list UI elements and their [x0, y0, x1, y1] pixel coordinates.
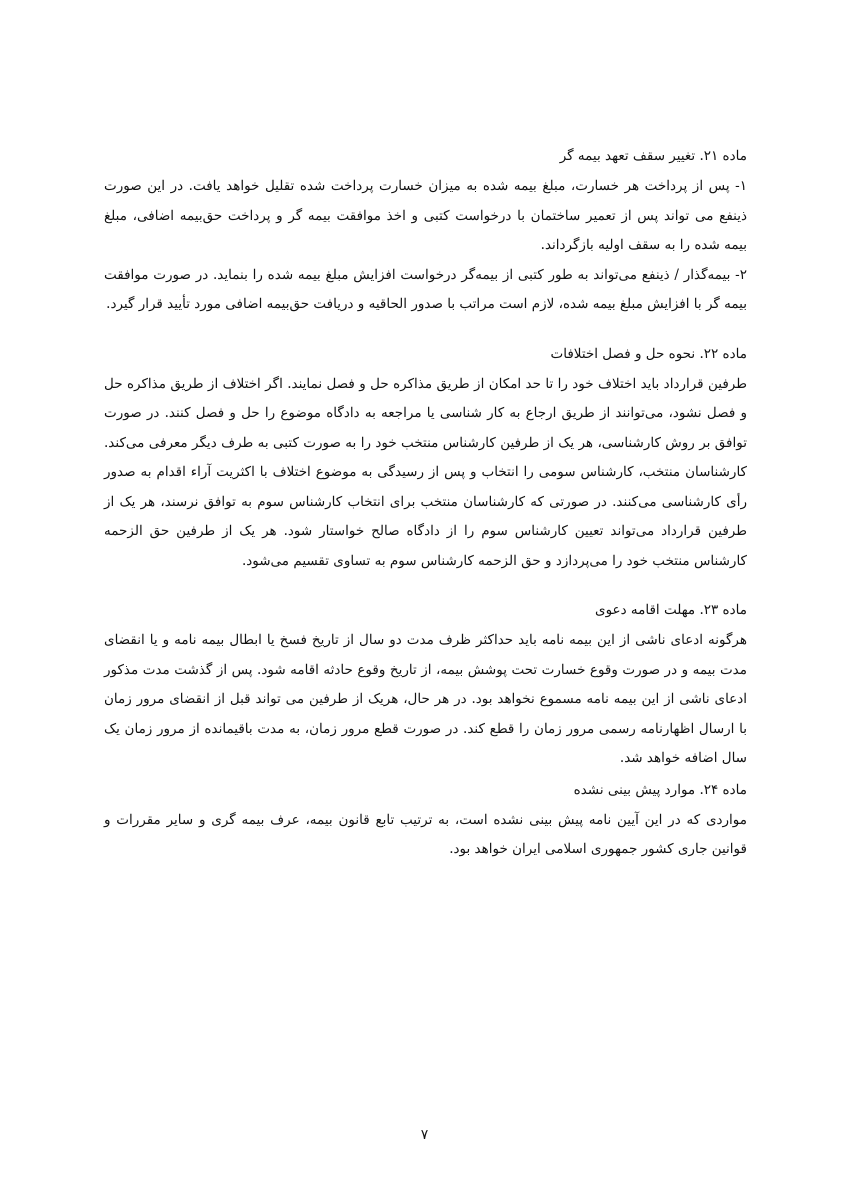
article-22-heading: ماده ۲۲. نحوه حل و فصل اختلافات — [550, 345, 747, 362]
article-23-heading: ماده ۲۳. مهلت اقامه دعوی — [595, 602, 747, 618]
article-21-clause-2: ۲- بیمه‌گذار / ذینفع می‌تواند به طور کتبی از بیمه‌گر درخواست افزایش مبلغ بیمه شده را بنماید. در صورت موافقت بیمه گر با افزایش مبلغ بیمه شده، لازم است مراتب با صدور الحاقیه و دریافت حق‌بیمه اضافی مورد تأیید قرار گیرد. — [104, 266, 747, 312]
article-21 — [104, 140, 747, 320]
article-23-paragraph: هرگونه ادعای ناشی از این بیمه نامه باید حداکثر ظرف مدت دو سال از تاریخ فسخ یا ابطال بیمه نامه و یا انقضای مدت بیمه و در صورت وقوع خسارت تحت پوشش بیمه، از تاریخ وقوع حادثه اقامه شود. پس از گذشت مدت مذکور ادعای ناشی از این بیمه نامه مسموع نخواهد بود. در هر حال، هریک از طرفین می تواند قبل از انقضای مرور زمان با ارسال اظهارنامه رسمی مرور زمان را قطع کند. در صورت قطع مرور زمان، به مدت باقیمانده از مرور زمان یک سال اضافه خواهد شد. — [104, 632, 747, 766]
article-24 — [104, 774, 747, 865]
article-22-paragraph: طرفین قرارداد باید اختلاف خود را تا حد امکان از طریق مذاکره حل و فصل نمایند. اگر اختلاف از طریق مذاکره حل و فصل نشود، می‌توانند از طریق ارجاع به کار شناسی یا مراجعه به دادگاه موضوع را حل و فصل کنند. در صورت توافق بر روش کارشناسی، هر یک از طرفین کارشناس منتخب خود را به صورت کتبی به طرف دیگر معرفی می‌کند. کارشناسان منتخب، کارشناس سومی را انتخاب و پس از رسیدگی به موضوع اختلاف با اکثریت آراء اقدام به صدور رأی کارشناسی می‌کنند. در صورتی که کارشناسان منتخب برای انتخاب کارشناس سوم به توافق نرسند، هر یک از طرفین قرارداد می‌تواند تعیین کارشناس سوم را از دادگاه صالح خواستار شود. هر یک از طرفین حق الزحمه کارشناس منتخب خود را می‌پردازد و حق الزحمه کارشناس سوم به تساوی تقسیم می‌شود. — [104, 375, 747, 569]
document-body — [104, 140, 747, 883]
article-21-heading: ماده ۲۱. تغییر سقف تعهد بیمه گر — [559, 148, 747, 164]
article-24-paragraph: مواردی که در این آیین نامه پیش بینی نشده است، به ترتیب تابع قانون بیمه، عرف بیمه گری و سایر مقررات و قوانین جاری کشور جمهوری اسلامی ایران خواهد بود. — [104, 811, 747, 857]
article-21-clause-1: ۱- پس از پرداخت هر خسارت، مبلغ بیمه شده به میزان خسارت پرداخت شده تقلیل خواهد یافت. در این صورت ذینفع می تواند پس از تعمیر ساختمان با درخواست کتبی و اخذ موافقت بیمه گر و پرداخت حق‌بیمه اضافی، مبلغ بیمه شده را به سقف اولیه بازگرداند. — [104, 178, 747, 253]
page-number: ۷ — [420, 1127, 429, 1143]
article-23 — [104, 594, 747, 774]
article-24-heading: ماده ۲۴. موارد پیش بینی نشده — [573, 781, 747, 798]
article-22 — [104, 338, 747, 577]
